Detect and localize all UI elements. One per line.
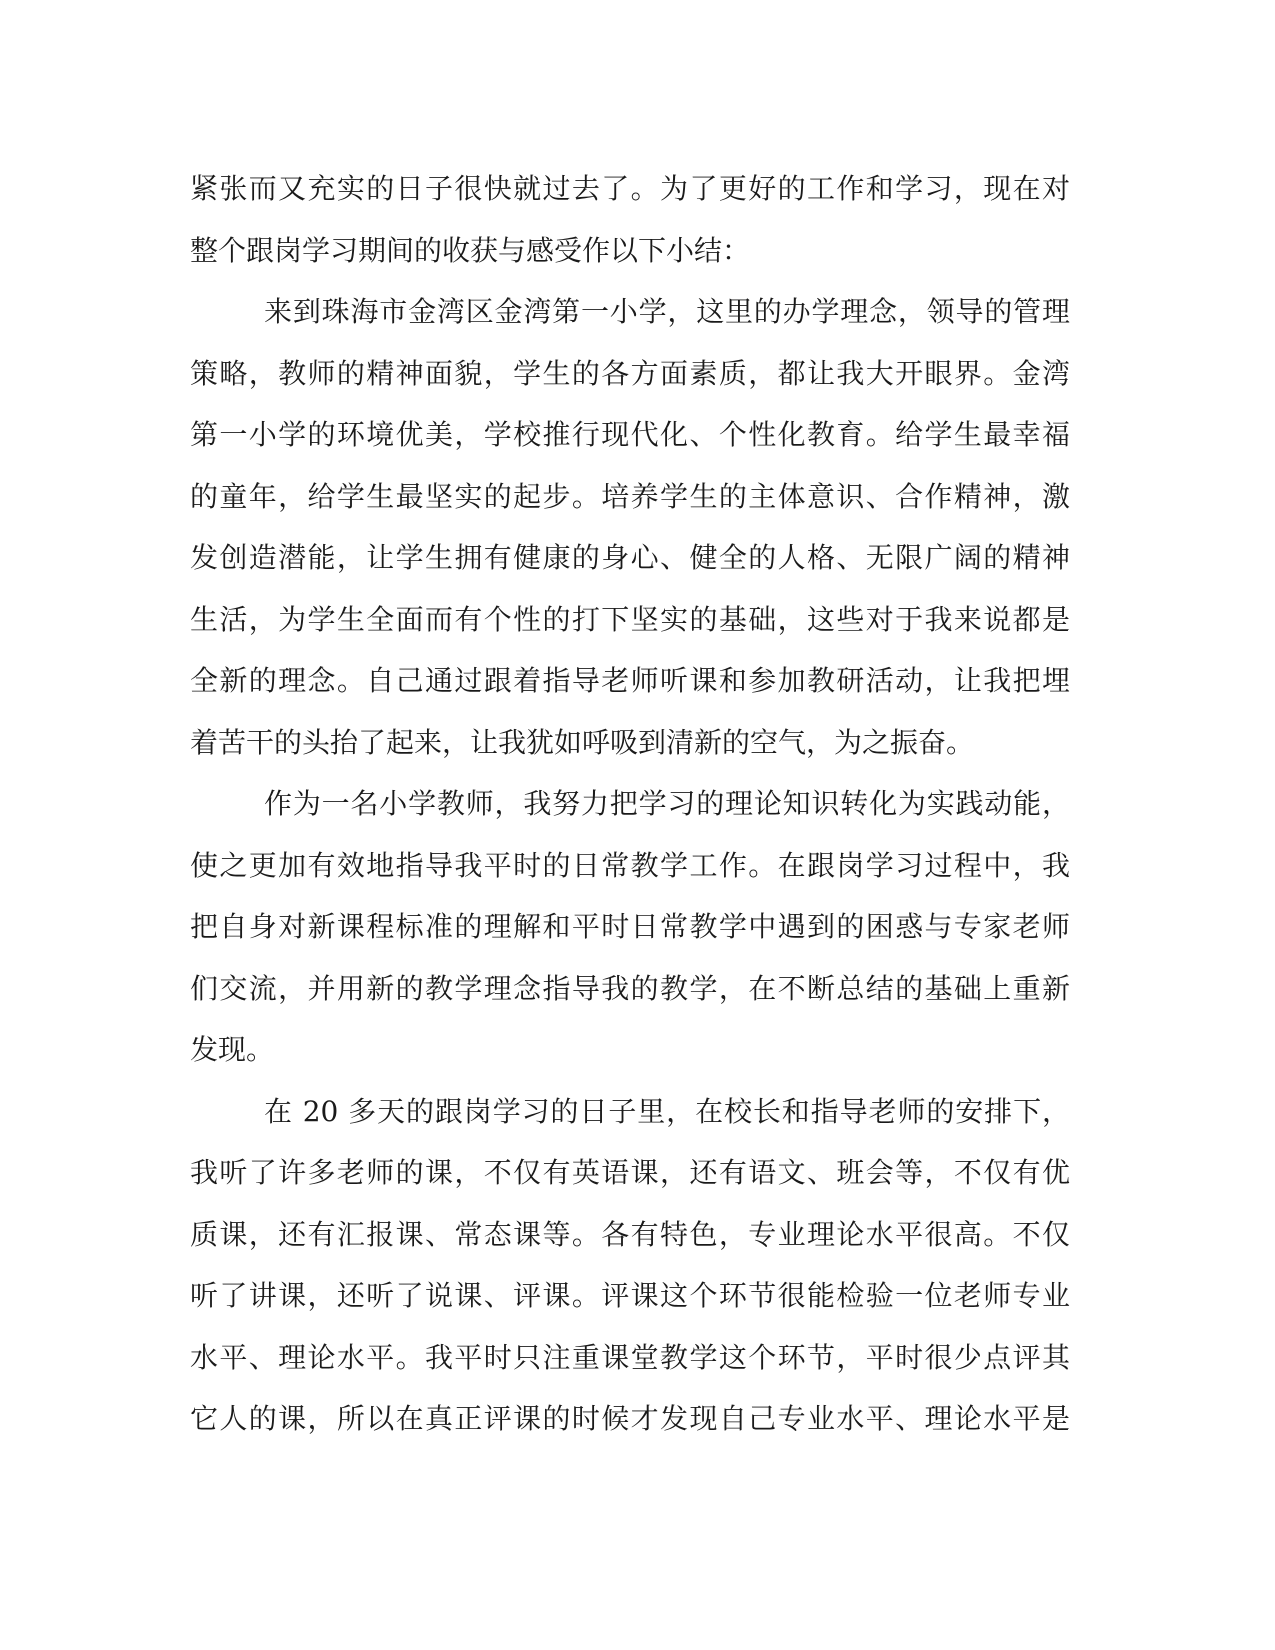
- text-line: 发现。: [190, 1033, 275, 1066]
- text-line: 全新的理念。自己通过跟着指导老师听课和参加教研活动，让我把埋: [190, 664, 1070, 697]
- text-line: 听了讲课，还听了说课、评课。评课这个环节很能检验一位老师专业: [190, 1279, 1070, 1312]
- text-line: 第一小学的环境优美，学校推行现代化、个性化教育。给学生最幸福: [190, 418, 1070, 451]
- text-line: 整个跟岗学习期间的收获与感受作以下小结：: [190, 233, 751, 267]
- text-line: 我听了许多老师的课，不仅有英语课，还有语文、班会等，不仅有优: [190, 1156, 1070, 1189]
- text-line: 的童年，给学生最坚实的起步。培养学生的主体意识、合作精神，激: [190, 479, 1070, 513]
- text-line: 使之更加有效地指导我平时的日常教学工作。在跟岗学习过程中，我: [190, 848, 1070, 882]
- text-line: 作为一名小学教师，我努力把学习的理论知识转化为实践动能，: [264, 787, 1070, 820]
- text-line: 来到珠海市金湾区金湾第一小学，这里的办学理念，领导的管理: [264, 295, 1070, 328]
- text-line: 着苦干的头抬了起来，让我犹如呼吸到清新的空气，为之振奋。: [190, 725, 975, 759]
- text-line: 紧张而又充实的日子很快就过去了。为了更好的工作和学习，现在对: [190, 172, 1070, 205]
- text-line: 质课，还有汇报课、常态课等。各有特色，专业理论水平很高。不仅: [190, 1217, 1070, 1251]
- text-line: 们交流，并用新的教学理念指导我的教学，在不断总结的基础上重新: [190, 971, 1070, 1005]
- text-line: 它人的课，所以在真正评课的时候才发现自己专业水平、理论水平是: [190, 1402, 1070, 1435]
- text-line: 策略，教师的精神面貌，学生的各方面素质，都让我大开眼界。金湾: [190, 356, 1070, 390]
- text-line: 在 20 多天的跟岗学习的日子里，在校长和指导老师的安排下，: [264, 1094, 1070, 1128]
- text-line: 把自身对新课程标准的理解和平时日常教学中遇到的困惑与专家老师: [190, 910, 1070, 943]
- text-line: 水平、理论水平。我平时只注重课堂教学这个环节，平时很少点评其: [190, 1340, 1070, 1374]
- text-line: 生活，为学生全面而有个性的打下坚实的基础，这些对于我来说都是: [190, 602, 1070, 636]
- text-line: 发创造潜能，让学生拥有健康的身心、健全的人格、无限广阔的精神: [190, 541, 1070, 574]
- document-body: [190, 158, 1070, 1450]
